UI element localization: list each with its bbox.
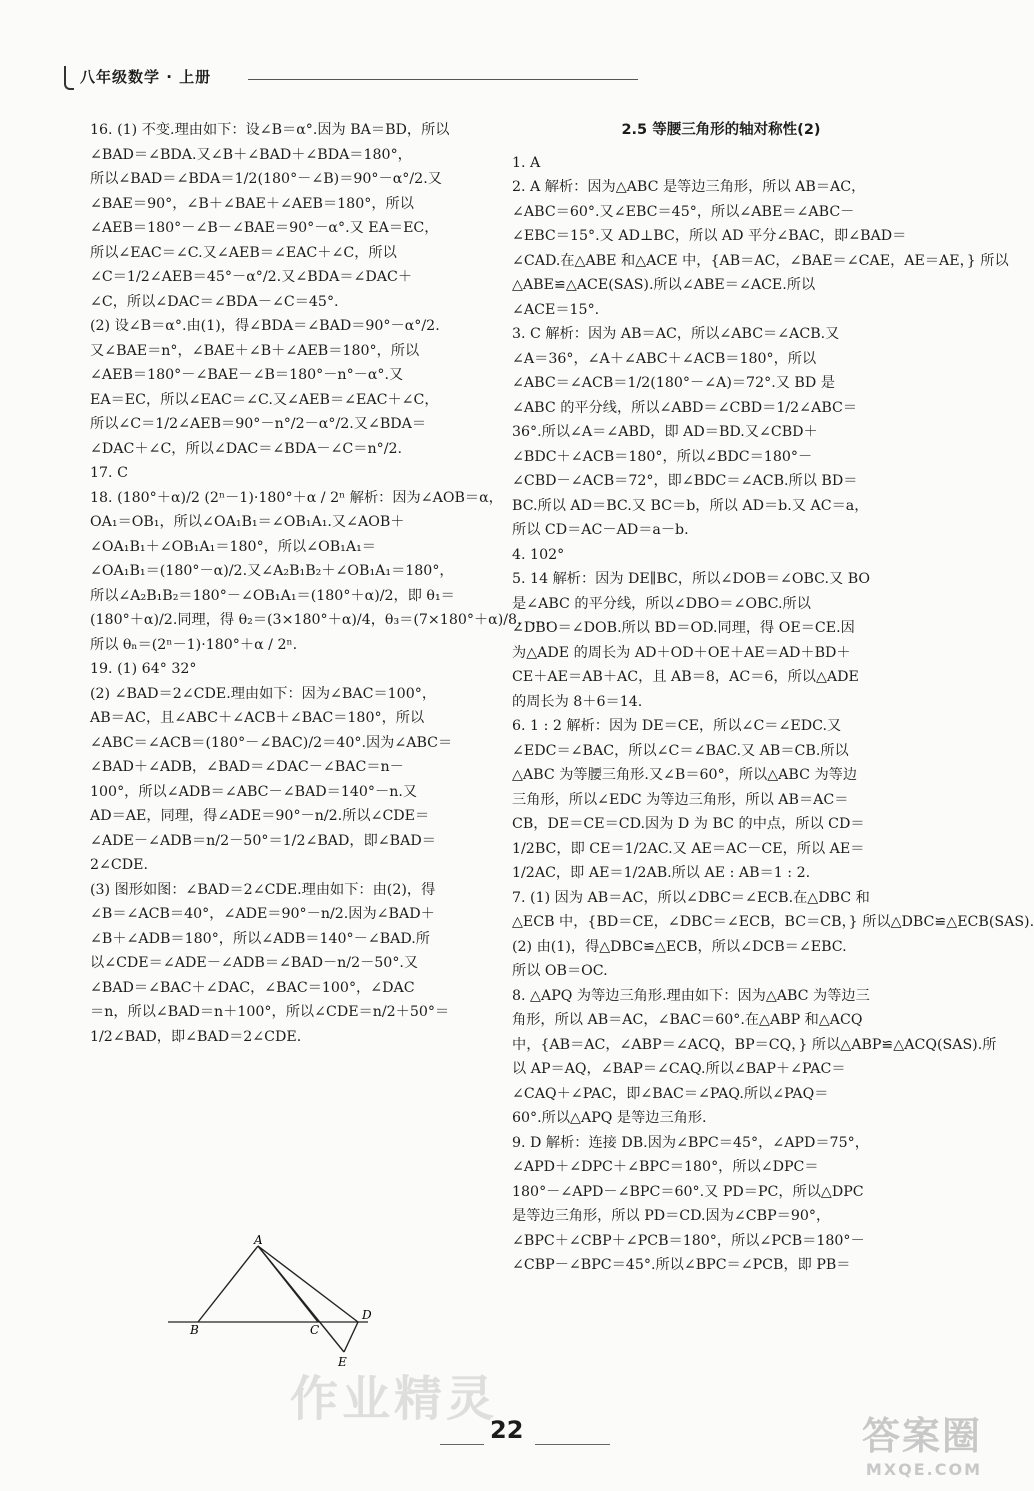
right-answer-line: 的周长为 8＋6＝14. <box>512 693 643 710</box>
right-answer-line: △ECB 中，{BD＝CE，∠DBC＝∠ECB，BC＝CB，} 所以△DBC≌△ECB(SAS). <box>512 914 1034 930</box>
watermark-line1: 答案圈 <box>861 1414 982 1458</box>
header-bracket <box>64 66 74 90</box>
right-answer-line: 1. A <box>512 154 541 171</box>
segment-ae <box>258 1246 344 1352</box>
left-answer-line: 17. C <box>90 465 128 481</box>
header-rule <box>248 79 638 80</box>
left-answer-line: AD＝AE，同理，得∠ADE＝90°－n/2.所以∠CDE＝ <box>90 808 430 824</box>
left-answer-line: (180°＋α)/2.同理，得 θ₂＝(3×180°＋α)/4，θ₃＝(7×180°＋α)/8，…， <box>90 612 560 628</box>
left-answer-line: OA₁＝OB₁，所以∠OA₁B₁＝∠OB₁A₁.又∠AOB＋ <box>90 514 405 530</box>
right-answer-line: ∠CBP－∠BPC＝45°.所以∠BPC＝∠PCB，即 PB＝ <box>512 1257 851 1273</box>
left-answer-line: ∠OA₁B₁＋∠OB₁A₁＝180°，所以∠OB₁A₁＝ <box>90 538 376 555</box>
section-title: 2.5 等腰三角形的轴对称性(2) <box>621 122 821 138</box>
left-answer-line: 所以∠BAD＝∠BDA＝1/2(180°－∠B)＝90°－α°/2.又 <box>90 171 442 187</box>
right-answer-line: 36°.所以∠A＝∠ABD，即 AD＝BD.又∠CBD＋ <box>512 424 818 440</box>
right-answer-line: 8. △APQ 为等边三角形.理由如下：因为△ABC 为等边三 <box>512 987 870 1004</box>
right-answer-line: CE＋AE＝AB＋AC，且 AB＝8，AC＝6，所以△ADE <box>512 669 859 685</box>
right-answers <box>512 151 1034 1278</box>
site-watermark <box>862 1405 982 1479</box>
left-answer-line: ∠BAD＋∠ADB，∠BAD＝∠DAC－∠BAC＝n－ <box>90 759 404 775</box>
right-answer-line: 180°－∠APD－∠BPC＝60°.又 PD＝PC，所以△DPC <box>512 1183 864 1200</box>
watermark-line2: MXQE.COM <box>865 1460 982 1479</box>
left-answer-line: 又∠BAE＝n°，∠BAE＋∠B＋∠AEB＝180°，所以 <box>90 342 420 359</box>
right-answer-line: (2) 由(1)，得△DBC≌△ECB，所以∠DCB＝∠EBC. <box>512 938 847 955</box>
left-answer-line: ∠B＝∠ACB＝40°，∠ADE＝90°－n/2.因为∠BAD＋ <box>90 906 435 922</box>
left-answer-line: (2) 设∠B＝α°.由(1)，得∠BDA＝∠BAD＝90°－α°/2. <box>90 318 440 334</box>
right-column <box>512 118 1034 1278</box>
right-answer-line: ∠APD＋∠DPC＋∠BPC＝180°，所以∠DPC＝ <box>512 1159 819 1175</box>
right-answer-line: ∠CAQ＋∠PAC，即∠BAC＝∠PAQ.所以∠PAQ＝ <box>512 1085 829 1102</box>
right-answer-line: 所以 OB＝OC. <box>512 963 608 979</box>
left-answer-line: ∠C＝1/2∠AEB＝45°－α°/2.又∠BDA＝∠DAC＋ <box>90 269 413 285</box>
right-answer-line: 是等边三角形，所以 PD＝CD.因为∠CBP＝90°， <box>512 1208 831 1224</box>
label-d: D <box>362 1308 372 1322</box>
geometry-figure <box>168 1232 388 1372</box>
right-answer-line: 1/2BC，即 CE＝1/2AC.又 AE＝AC－CE，所以 AE＝ <box>512 840 865 857</box>
segment-ad <box>258 1246 358 1322</box>
label-e: E <box>338 1355 347 1369</box>
left-answer-line: ∠BAD＝∠BDA.又∠B＋∠BAD＋∠BDA＝180°， <box>90 146 412 163</box>
right-answer-line: 中，{AB＝AC，∠ABP＝∠ACQ，BP＝CQ，} 所以△ABP≌△ACQ(SAS).所 <box>512 1036 997 1053</box>
left-answer-line: (2) ∠BAD＝2∠CDE.理由如下：因为∠BAC＝100°， <box>90 685 437 702</box>
left-answer-line: 16. (1) 不变.理由如下：设∠B＝α°.因为 BA＝BD，所以 <box>90 122 450 138</box>
right-answer-line: 以 AP＝AQ，∠BAP＝∠CAQ.所以∠BAP＋∠PAC＝ <box>512 1061 846 1077</box>
left-answer-line: ∠C，所以∠DAC＝∠BDA－∠C＝45°. <box>90 293 339 310</box>
left-answer-line: ∠AEB＝180°－∠BAE－∠B＝180°－n°－α°.又 <box>90 367 404 383</box>
right-answer-line: 3. C 解析：因为 AB＝AC，所以∠ABC＝∠ACB.又 <box>512 326 840 342</box>
left-answer-line: AB＝AC，且∠ABC＋∠ACB＋∠BAC＝180°，所以 <box>90 710 425 726</box>
left-answer-line: 2∠CDE. <box>90 857 149 873</box>
label-c: C <box>310 1323 320 1337</box>
left-answer-line: 以∠CDE＝∠ADE－∠ADB＝∠BAD－n/2－50°.又 <box>90 955 419 971</box>
header-title: 八年级数学 · 上册 <box>80 68 212 86</box>
watermark-stamp: 作业精灵 <box>290 1371 499 1427</box>
page-number: 22 <box>490 1416 524 1444</box>
left-answer-line: (3) 图形如图：∠BAD＝2∠CDE.理由如下：由(2)，得 <box>90 881 436 898</box>
right-answer-line: ∠BDC＋∠ACB＝180°，所以∠BDC＝180°－ <box>512 448 813 465</box>
right-answer-line: ∠ABC＝∠ACB＝1/2(180°－∠A)＝72°.又 BD 是 <box>512 375 835 391</box>
left-answer-line: 所以∠EAC＝∠C.又∠AEB＝∠EAC＋∠C，所以 <box>90 244 397 261</box>
left-answer-line: ∠ADE－∠ADB＝n/2－50°＝1/2∠BAD，即∠BAD＝ <box>90 832 436 849</box>
right-answer-line: ∠ABC 的平分线，所以∠ABD＝∠CBD＝1/2∠ABC＝ <box>512 399 858 416</box>
right-answer-line: ∠CAD.在△ABE 和△ACE 中，{AB＝AC，∠BAE＝∠CAE，AE＝AE，} 所以 <box>512 252 1009 269</box>
left-answer-line: EA＝EC，所以∠EAC＝∠C.又∠AEB＝∠EAC＋∠C， <box>90 391 439 408</box>
left-answer-line: 1/2∠BAD，即∠BAD＝2∠CDE. <box>90 1028 302 1045</box>
page-number-rule-left <box>440 1444 484 1445</box>
right-answer-line: △ABE≌△ACE(SAS).所以∠ABE＝∠ACE.所以 <box>512 277 816 293</box>
right-answer-line: ∠DBO＝∠DOB.所以 BD＝OD.同理，得 OE＝CE.因 <box>512 620 855 636</box>
left-answer-line: ∠BAE＝90°，∠B＋∠BAE＋∠AEB＝180°，所以 <box>90 195 414 212</box>
left-answer-line: ∠OA₁B₁＝(180°－α)/2.又∠A₂B₁B₂＋∠OB₁A₁＝180°， <box>90 563 454 579</box>
right-answer-line: 1/2AC，即 AE＝1/2AB.所以 AE : AB＝1 : 2. <box>512 865 811 881</box>
right-answer-line: 为△ADE 的周长为 AD＋OD＋OE＋AE＝AD＋BD＋ <box>512 644 851 661</box>
right-answer-line: ∠EBC＝15°.又 AD⊥BC，所以 AD 平分∠BAC，即∠BAD＝ <box>512 228 907 244</box>
left-answer-line: 所以∠C＝1/2∠AEB＝90°－n°/2－α°/2.又∠BDA＝ <box>90 416 427 432</box>
segment-ab <box>198 1246 258 1322</box>
left-answer-line: 18. (180°＋α)/2 (2ⁿ－1)·180°＋α / 2ⁿ 解析：因为∠AOB＝α， <box>90 489 503 506</box>
right-answer-line: △ABC 为等腰三角形.又∠B＝60°，所以△ABC 为等边 <box>512 767 858 783</box>
right-answer-line: 9. D 解析：连接 DB.因为∠BPC＝45°，∠APD＝75°， <box>512 1134 869 1151</box>
right-answer-line: 60°.所以△APQ 是等边三角形. <box>512 1110 707 1126</box>
left-answer-line: ＝n，所以∠BAD＝n＋100°，所以∠CDE＝n/2＋50°＝ <box>90 1004 450 1020</box>
right-answer-line: 2. A 解析：因为△ABC 是等边三角形，所以 AB＝AC， <box>512 179 866 195</box>
right-answer-line: ∠ACE＝15°. <box>512 301 600 318</box>
left-answer-line: ∠B＋∠ADB＝180°，所以∠ADB＝140°－∠BAD.所 <box>90 930 430 947</box>
left-answer-line: ∠DAC＋∠C，所以∠DAC＝∠BDA－∠C＝n°/2. <box>90 440 403 457</box>
page-header <box>58 62 638 92</box>
left-answer-line: 所以∠A₂B₁B₂＝180°－∠OB₁A₁＝(180°＋α)/2，即 θ₁＝ <box>90 587 455 604</box>
right-answer-line: ∠CBD－∠ACB＝72°，即∠BDC＝∠ACB.所以 BD＝ <box>512 473 858 489</box>
left-answer-line: ∠ABC＝∠ACB＝(180°－∠BAC)/2＝40°.因为∠ABC＝ <box>90 734 453 751</box>
right-answer-line: ∠A＝36°，∠A＋∠ABC＋∠ACB＝180°，所以 <box>512 350 817 367</box>
label-b: B <box>190 1323 199 1337</box>
right-answer-line: 角形，所以 AB＝AC，∠BAC＝60°.在△ABP 和△ACQ <box>512 1012 863 1028</box>
left-answer-line: 所以 θₙ＝(2ⁿ－1)·180°＋α / 2ⁿ. <box>90 636 298 653</box>
left-answer-line: ∠AEB＝180°－∠B－∠BAE＝90°－α°.又 EA＝EC， <box>90 220 439 236</box>
segment-de <box>344 1322 358 1352</box>
page-number-rule-right <box>535 1444 610 1445</box>
right-answer-line: 5. 14 解析：因为 DE∥BC，所以∠DOB＝∠OBC.又 BO <box>512 571 871 587</box>
right-answer-line: CB，DE＝CE＝CD.因为 D 为 BC 的中点，所以 CD＝ <box>512 816 865 832</box>
right-answer-line: 三角形，所以∠EDC 为等边三角形，所以 AB＝AC＝ <box>512 791 849 808</box>
right-answer-line: 是∠ABC 的平分线，所以∠DBO＝∠OBC.所以 <box>512 595 811 612</box>
left-answer-line: 19. (1) 64° 32° <box>90 661 197 677</box>
right-answer-line: ∠EDC＝∠BAC，所以∠C＝∠BAC.又 AB＝CB.所以 <box>512 742 849 759</box>
label-a: A <box>254 1233 263 1247</box>
right-answer-line: 4. 102° <box>512 546 565 563</box>
right-answer-line: BC.所以 AD＝BC.又 BC＝b，所以 AD＝b.又 AC＝a， <box>512 497 869 514</box>
left-answer-line: ∠BAD＝∠BAC＋∠DAC，∠BAC＝100°，∠DAC <box>90 979 415 996</box>
right-answer-line: 7. (1) 因为 AB＝AC，所以∠DBC＝∠ECB.在△DBC 和 <box>512 889 870 906</box>
right-answer-line: ∠BPC＋∠CBP＋∠PCB＝180°，所以∠PCB＝180°－ <box>512 1232 865 1249</box>
left-answer-line: 100°，所以∠ADB＝∠ABC－∠BAD＝140°－n.又 <box>90 783 418 800</box>
right-answer-line: 6. 1 : 2 解析：因为 DE＝CE，所以∠C＝∠EDC.又 <box>512 718 842 734</box>
right-answer-line: ∠ABC＝60°.又∠EBC＝45°，所以∠ABE＝∠ABC－ <box>512 203 855 220</box>
right-answer-line: 所以 CD＝AC－AD＝a－b. <box>512 522 689 538</box>
